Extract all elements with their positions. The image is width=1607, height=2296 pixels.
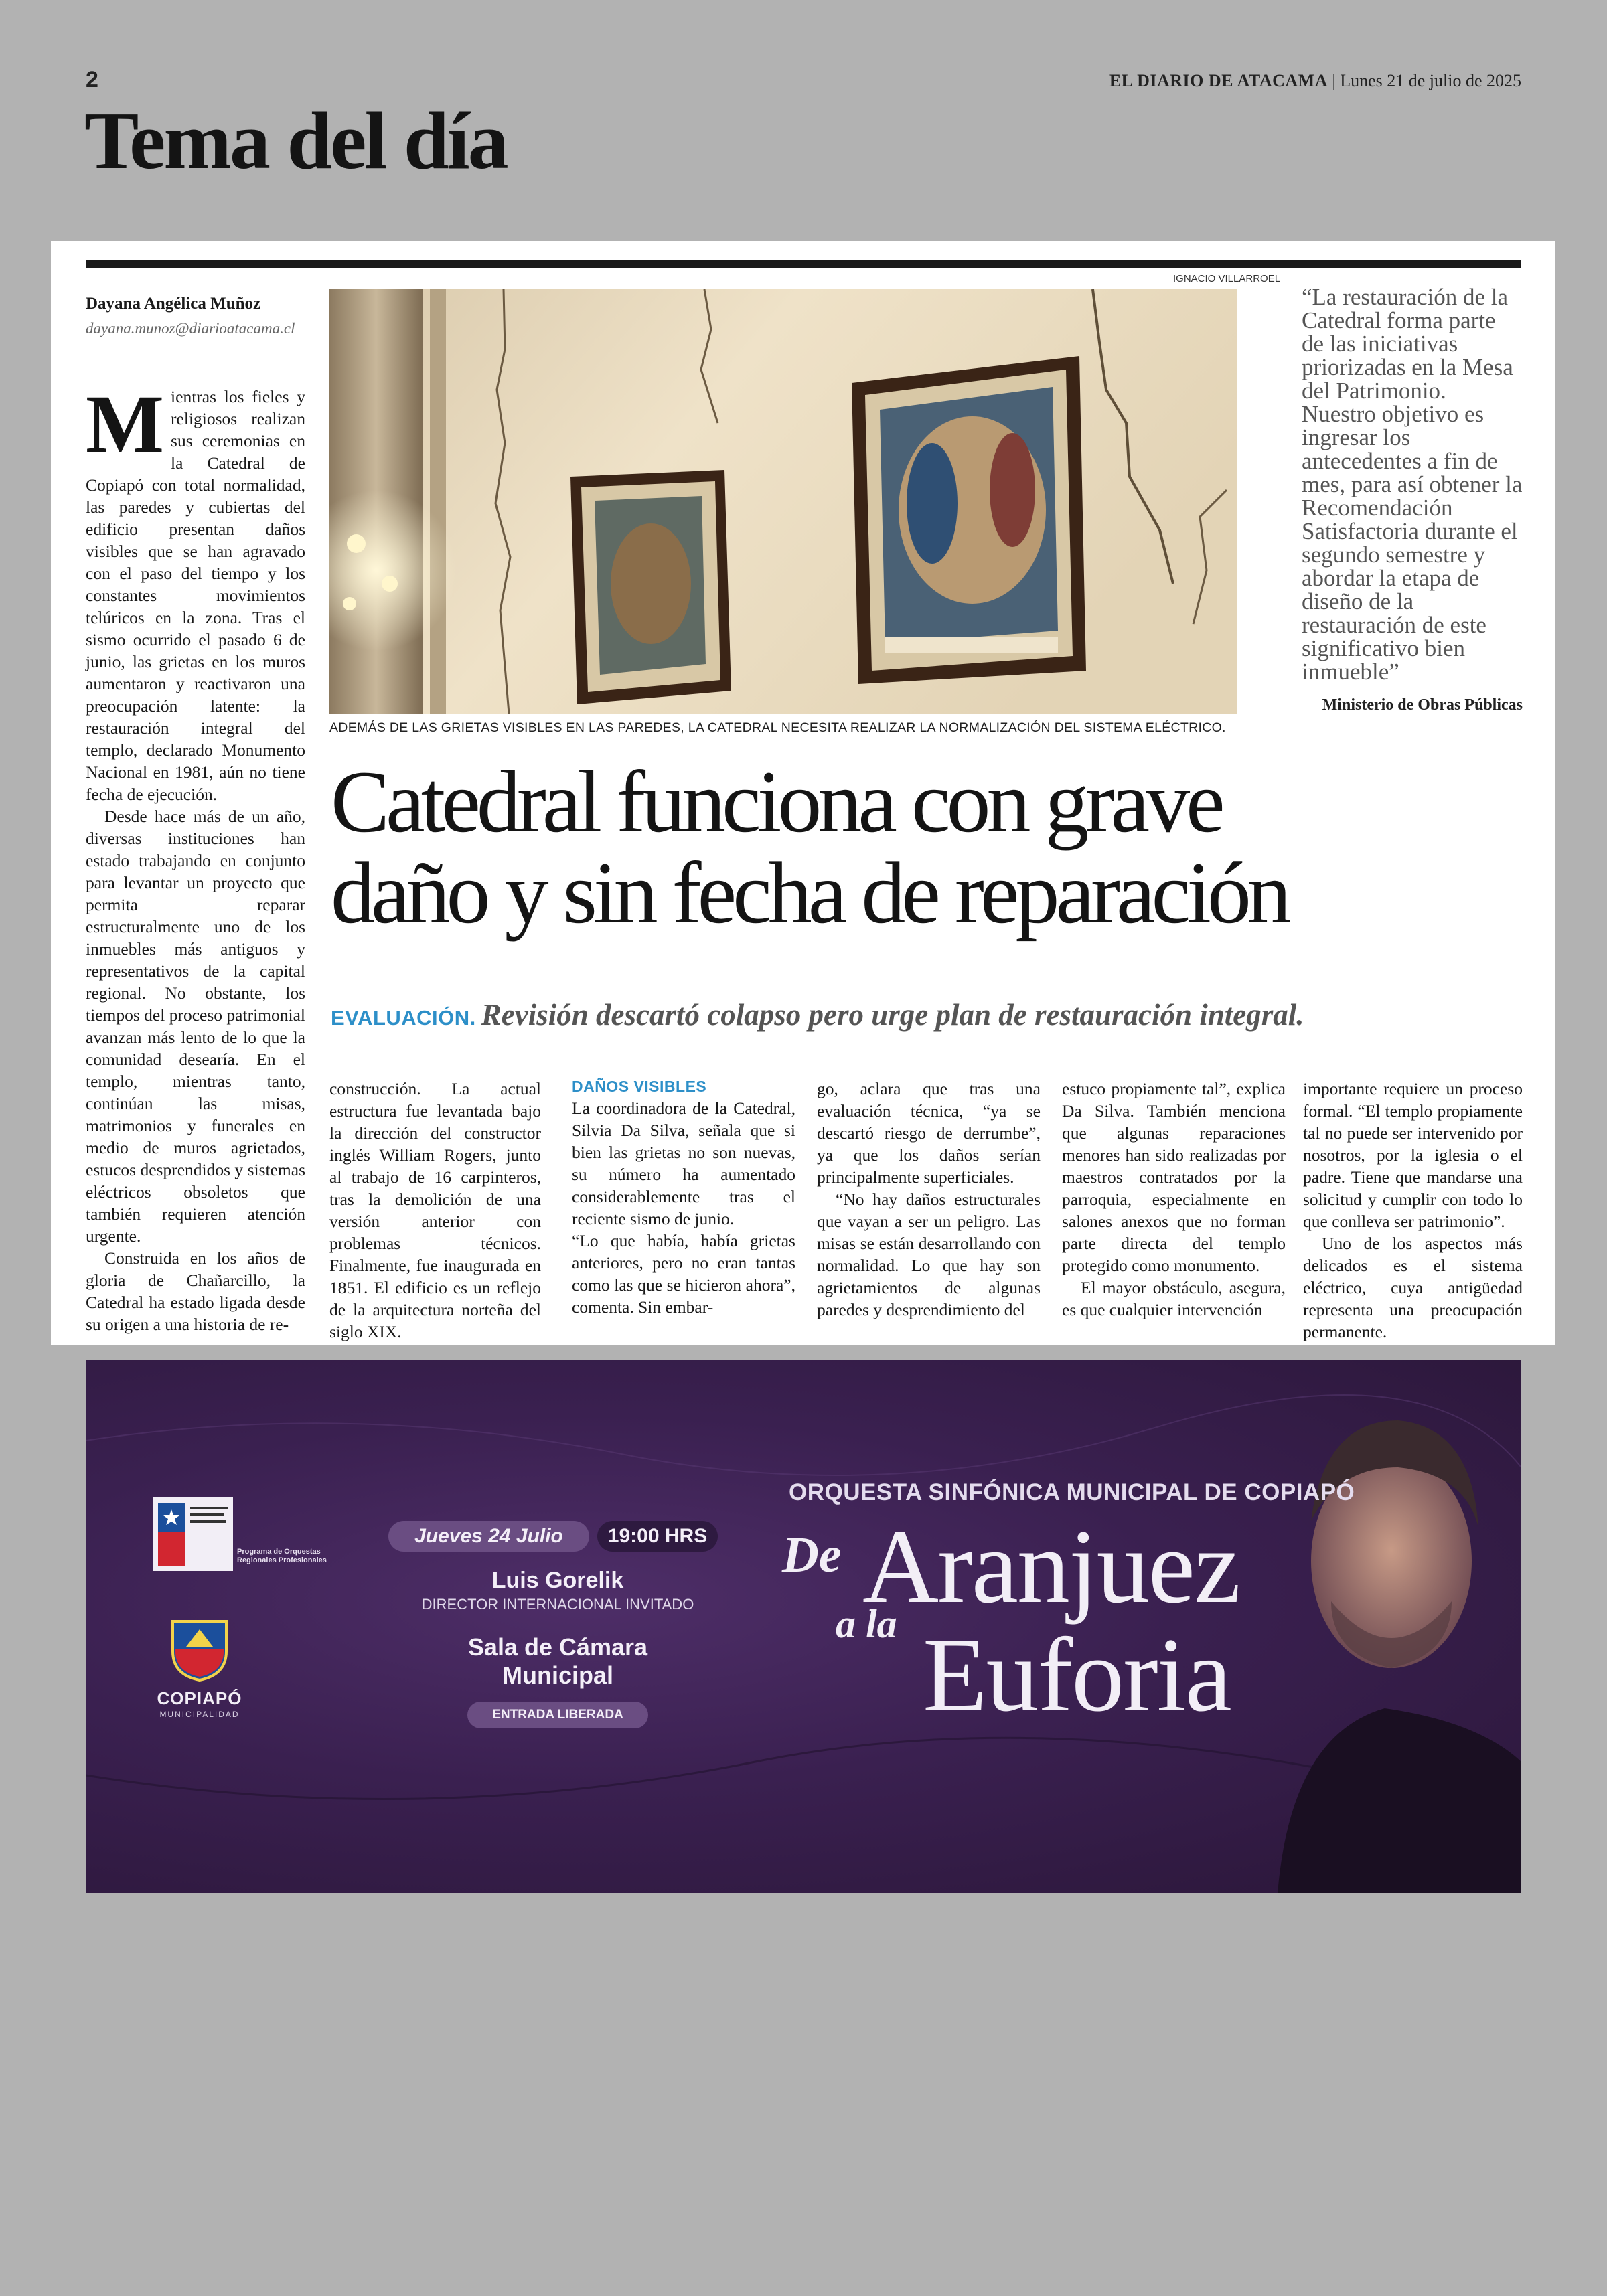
orchestra-name: ORQUESTA SINFÓNICA MUNICIPAL DE COPIAPÓ	[789, 1479, 1355, 1505]
deck-kicker: EVALUACIÓN.	[331, 1006, 476, 1030]
municipality-name: COPIAPÓ	[157, 1688, 242, 1708]
paragraph-6: “Lo que había, había grietas anteriores, pero no eran tantas como las que se hicieron ahora”, comenta. Sin embar-	[572, 1231, 795, 1317]
cathedral-photo	[329, 289, 1237, 714]
author-email[interactable]: dayana.munoz@diarioatacama.cl	[86, 320, 295, 337]
ad-title-euforia: Euforia	[923, 1617, 1231, 1734]
gov-program-label: Programa de Orquestas Regionales Profesionales	[237, 1548, 327, 1564]
concert-advertisement[interactable]	[86, 1360, 1521, 1893]
government-logo-icon	[153, 1497, 233, 1571]
entry-badge: ENTRADA LIBERADA	[467, 1702, 648, 1728]
paper-name: EL DIARIO DE ATACAMA	[1109, 71, 1328, 90]
venue-line-1: Sala de Cámara	[467, 1633, 648, 1661]
section-title: Tema del día	[84, 96, 507, 186]
headline	[331, 752, 1529, 942]
paragraph-1: Mientras los fieles y religiosos realizan sus ceremonias en la Catedral de Copiapó con total normalidad, las paredes y cubiertas del edificio presentan daños visibles que se han agravado con el paso del tiempo y los constantes movimientos telúricos en la zona. Tras el sismo ocurrido el pasado 6 de junio, las grietas en los muros aumentaron y reactivaron una preocupación latente: la restauración integral del templo, declarado Monumento Nacional en 1981, aún no tiene fecha de ejecución.	[86, 378, 305, 804]
photo-credit: IGNACIO VILLARROEL	[1173, 273, 1281, 284]
body-column-4	[817, 1078, 1041, 1321]
headline-line-2: daño y sin fecha de reparación	[331, 843, 1288, 942]
ad-title-aranjuez: Aranjuez	[862, 1508, 1239, 1625]
issue-date: Lunes 21 de julio de 2025	[1340, 71, 1521, 90]
paragraph-2: Desde hace más de un año, diversas instituciones han estado trabajando en conjunto para levantar un proyecto que permita reparar estructuralmente uno de los inmuebles más antiguos y representativos de la capital regional. No obstante, los tiempos del proceso patrimonial avanzan más lento de lo que la comunidad desearía. En el templo, mientras tanto, continúan las misas, matrimonios y funerales en medio de muros agrietados, estucos desprendidos y sistemas eléctricos obsoletos que también requieren atención urgente.	[86, 807, 305, 1246]
paragraph-12: Uno de los aspectos más delicados es el sistema eléctrico, cuya antigüedad representa una preocupación permanente.	[1303, 1234, 1523, 1341]
concert-date: Jueves 24 Julio	[388, 1521, 589, 1552]
director-role: DIRECTOR INTERNACIONAL INVITADO	[421, 1596, 694, 1613]
copiapo-crest-icon	[166, 1615, 233, 1682]
paragraph-8: “No hay daños estructurales que vayan a ser un peligro. Las misas se están desarrollando con normalidad. Lo que hay son agrietamientos de algunas paredes y desprendimiento del	[817, 1190, 1041, 1319]
paragraph-9: estuco propiamente tal”, explica Da Silva. También menciona que algunas reparaciones menores han sido realizadas por maestros contratados por la parroquia, especialmente en salones anexos que no forman parte directa del templo protegido como monumento.	[1062, 1079, 1286, 1275]
dropcap: M	[86, 378, 165, 470]
cathedral-interior-image	[329, 289, 1237, 714]
body-column-6	[1303, 1078, 1523, 1343]
pull-quote: “La restauración de la Catedral forma parte de las iniciativas priorizadas en la Mesa del Patrimonio. Nuestro objetivo es ingresar los antecedentes a fin de mes, para así obtener la Recomendación Satisfactoria durante el segundo semestre y abordar la etapa de diseño de la restauración de este significativo bien inmueble”	[1302, 284, 1523, 685]
body-column-5	[1062, 1078, 1286, 1321]
concert-time: 19:00 HRS	[597, 1521, 718, 1552]
page-number: 2	[86, 67, 98, 92]
deck	[331, 997, 1529, 1032]
subhead-danos-visibles: DAÑOS VISIBLES	[572, 1078, 707, 1095]
article	[51, 241, 1555, 1345]
deck-text: Revisión descartó colapso pero urge plan de restauración integral.	[481, 998, 1304, 1032]
paragraph-7: go, aclara que tras una evaluación técnica, “ya se descartó riesgo de derrumbe”, ya que los daños serían principalmente superficiales.	[817, 1079, 1041, 1187]
photo-caption: ADEMÁS DE LAS GRIETAS VISIBLES EN LAS PAREDES, LA CATEDRAL NECESITA REALIZAR LA NORMALIZACIÓN DEL SISTEMA ELÉCTRICO.	[329, 720, 1226, 735]
headline-line-1: Catedral funciona con grave	[331, 752, 1221, 851]
conductor-portrait	[1251, 1360, 1521, 1893]
ad-title-a-la: a la	[836, 1602, 897, 1646]
top-rule	[86, 260, 1521, 268]
masthead: EL DIARIO DE ATACAMA | Lunes 21 de julio de 2025	[1109, 71, 1521, 90]
paragraph-10: El mayor obstáculo, asegura, es que cualquier intervención	[1062, 1278, 1286, 1319]
venue-line-2: Municipal	[502, 1661, 613, 1689]
director-name: Luis Gorelik	[491, 1568, 624, 1593]
paragraph-3: Construida en los años de gloria de Chañarcillo, la Catedral ha estado ligada desde su origen a una historia de re-	[86, 1248, 305, 1334]
body-column-2	[329, 1078, 541, 1343]
pull-quote-source: Ministerio de Obras Públicas	[1322, 696, 1523, 714]
municipality-sub: MUNICIPALIDAD	[159, 1710, 240, 1719]
paragraph-11: importante requiere un proceso formal. “El templo propiamente tal no puede ser intervenido por nosotros, por la iglesia o el padre. Tiene que mandarse una solicitud y cumplir con todo lo que conlleva ser patrimonio”.	[1303, 1079, 1523, 1231]
byline: Dayana Angélica Muñoz	[86, 295, 261, 313]
paragraph-5: La coordinadora de la Catedral, Silvia Da Silva, señala que si bien las grietas no son nuevas, su número ha aumentado considerablemente tras el reciente sismo de junio.	[572, 1098, 795, 1228]
body-column-1	[86, 378, 305, 1335]
paragraph-4: construcción. La actual estructura fue levantada bajo la dirección del constructor inglés William Rogers, junto al trabajo de 16 carpinteros, tras la demolición de una versión anterior con problemas técnicos. Finalmente, fue inaugurada en 1851. El edificio es un reflejo de la arquitectura norteña del siglo XIX.	[329, 1079, 541, 1341]
ad-title-de: De	[782, 1527, 842, 1583]
body-column-3	[572, 1078, 795, 1318]
